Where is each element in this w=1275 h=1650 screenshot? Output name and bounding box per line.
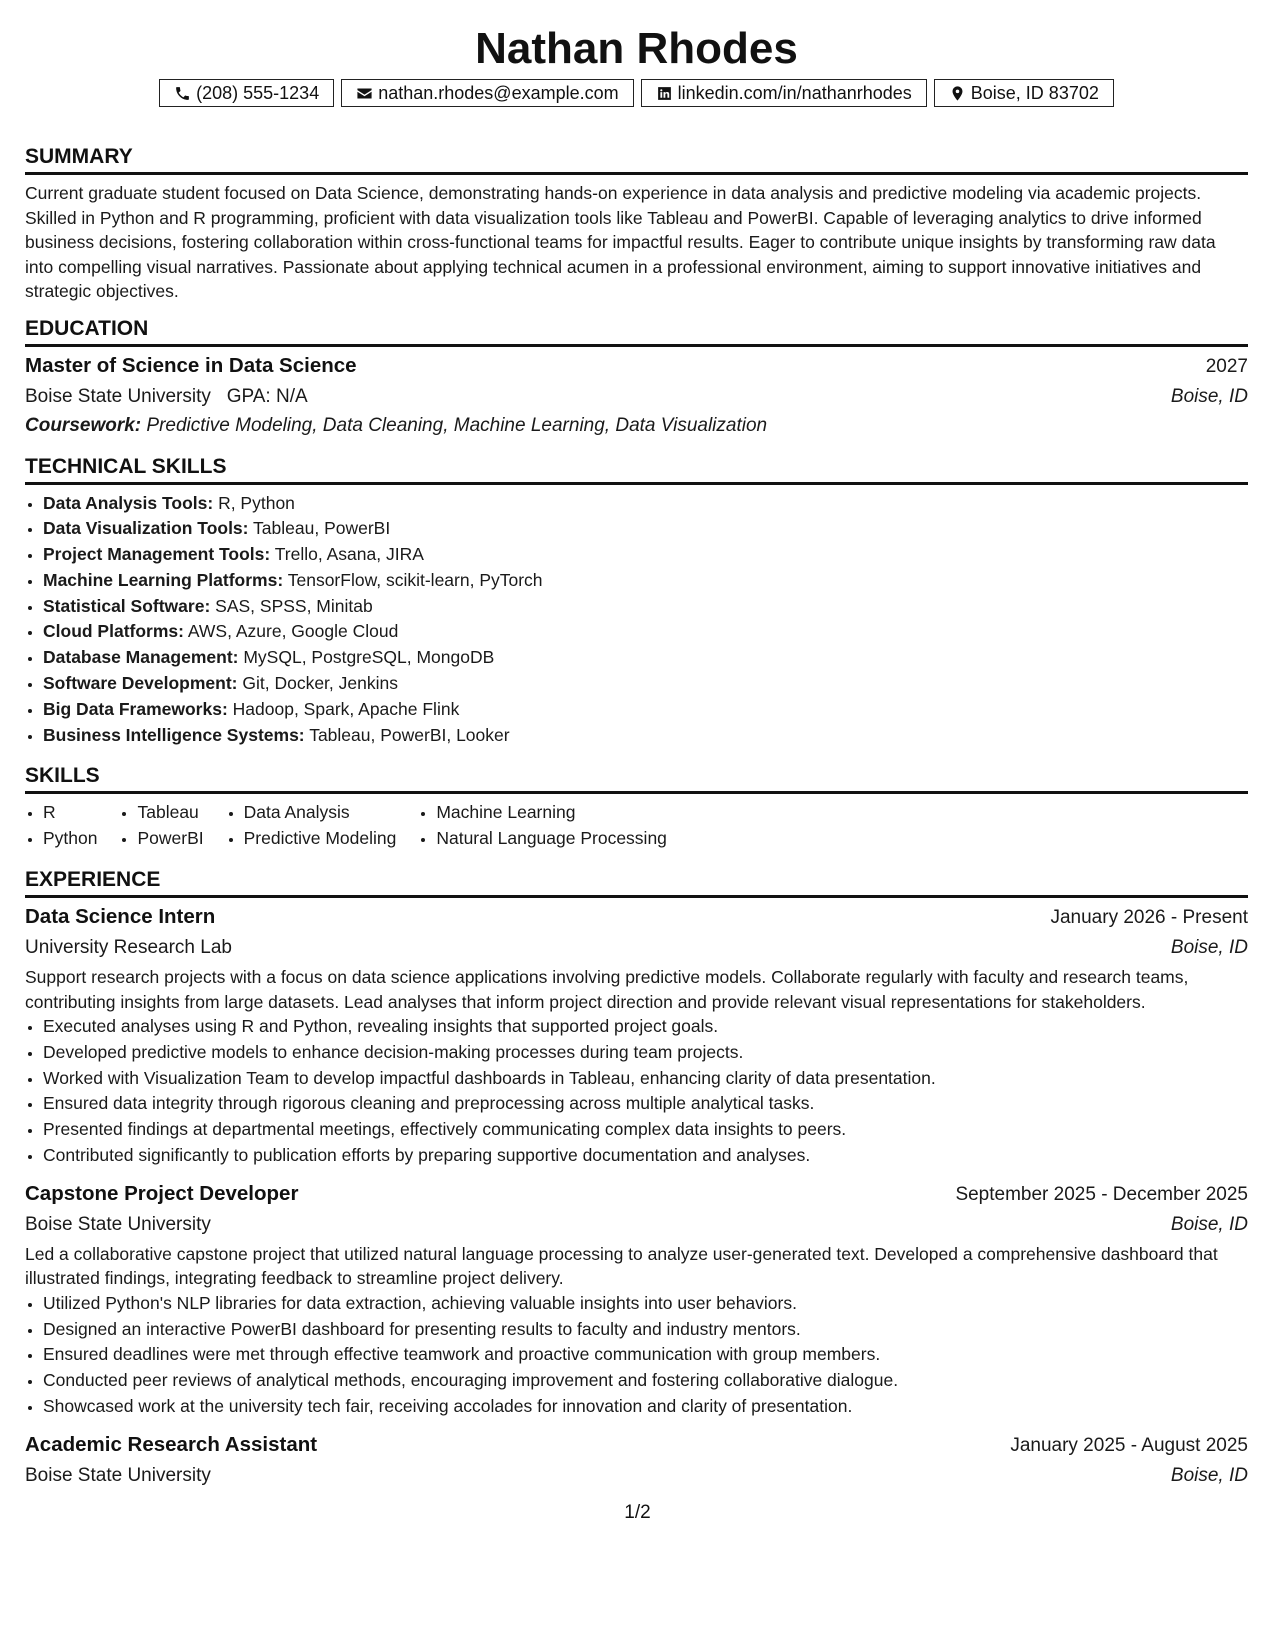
job-title: Capstone Project Developer (25, 1181, 299, 1205)
list-item (43, 516, 1248, 542)
page-number: 1/2 (624, 1502, 651, 1523)
list-item: • Showcased work at the university tech fair, receiving accolades for innovation and clarity of presentation. (43, 1394, 1248, 1420)
experience-section (25, 866, 1248, 1490)
list-item: • Predictive Modeling (244, 826, 397, 852)
resume-content (25, 0, 1248, 1490)
coursework-list: Predictive Modeling, Data Cleaning, Machine Learning, Data Visualization (146, 414, 768, 436)
degree-name: Master of Science in Data Science (25, 353, 357, 377)
skills-column (226, 800, 397, 852)
list-item: • Ensured deadlines were met through effective teamwork and proactive communication with group members. (43, 1342, 1248, 1368)
graduation-year: 2027 (1205, 355, 1248, 377)
list-item: • Ensured data integrity through rigorous cleaning and preprocessing across multiple analytical tasks. (43, 1091, 1248, 1117)
job-location: Boise, ID (1170, 1464, 1248, 1486)
job-header-row (25, 902, 1248, 933)
contact-bar (25, 79, 1248, 107)
list-item (43, 645, 1248, 671)
gpa: GPA: N/A (226, 385, 308, 407)
contact-location (934, 79, 1114, 107)
school-location: Boise, ID (1170, 385, 1248, 407)
skill-values: TensorFlow, scikit-learn, PyTorch (287, 569, 543, 590)
education-section (25, 315, 1248, 440)
list-item: • Developed predictive models to enhance decision-making processes during team projects. (43, 1040, 1248, 1066)
skills-grid (25, 800, 1248, 852)
skill-category: Data Visualization Tools: (43, 518, 249, 539)
list-item: • Conducted peer reviews of analytical methods, encouraging improvement and fostering collaborative dialogue. (43, 1368, 1248, 1394)
job-entry (25, 1430, 1248, 1490)
job-bullets (25, 1291, 1248, 1420)
skill-category: Business Intelligence Systems: (43, 724, 305, 745)
list-item: • Executed analyses using R and Python, revealing insights that supported project goals. (43, 1014, 1248, 1040)
contact-phone-text: (208) 555-1234 (196, 82, 320, 103)
contact-location-text: Boise, ID 83702 (970, 82, 1099, 103)
list-item (43, 723, 1248, 749)
section-title-skills: SKILLS (25, 762, 1248, 794)
skill-values: R, Python (218, 492, 295, 513)
job-title: Academic Research Assistant (25, 1432, 318, 1456)
job-dates: January 2025 - August 2025 (1010, 1434, 1248, 1456)
technical-skills-list (25, 491, 1248, 749)
skill-category: Machine Learning Platforms: (43, 569, 284, 590)
list-item (43, 491, 1248, 517)
job-entry (25, 1179, 1248, 1420)
section-title-technical-skills: TECHNICAL SKILLS (25, 453, 1248, 485)
skills-section (25, 762, 1248, 852)
job-org: University Research Lab (25, 937, 232, 959)
education-header-row (25, 351, 1248, 382)
job-header-row (25, 1430, 1248, 1461)
contact-linkedin-text: linkedin.com/in/nathanrhodes (677, 82, 912, 103)
section-title-experience: EXPERIENCE (25, 866, 1248, 898)
coursework-line (25, 411, 1248, 440)
job-header-row (25, 1179, 1248, 1210)
job-org: Boise State University (25, 1213, 211, 1235)
phone-icon (174, 85, 191, 102)
coursework-label: Coursework: (25, 414, 142, 436)
section-title-education: EDUCATION (25, 315, 1248, 347)
envelope-icon (356, 85, 373, 102)
list-item: • R (43, 800, 97, 826)
skill-values: Git, Docker, Jenkins (242, 673, 398, 694)
skill-category: Statistical Software: (43, 595, 211, 616)
skill-values: AWS, Azure, Google Cloud (187, 621, 399, 642)
list-item: • Utilized Python's NLP libraries for data extraction, achieving valuable insights into user behaviors. (43, 1291, 1248, 1317)
list-item (43, 619, 1248, 645)
job-dates: September 2025 - December 2025 (955, 1183, 1248, 1205)
skill-values: Tableau, PowerBI (253, 518, 391, 539)
job-dates: January 2026 - Present (1050, 907, 1248, 929)
job-org-row (25, 1461, 1248, 1490)
map-pin-icon (949, 85, 966, 102)
list-item: • Machine Learning (436, 800, 667, 826)
skill-values: MySQL, PostgreSQL, MongoDB (243, 647, 495, 668)
skill-values: Trello, Asana, JIRA (274, 544, 424, 565)
job-location: Boise, ID (1170, 937, 1248, 959)
list-item: • Contributed significantly to publication efforts by preparing supportive documentation and analyses. (43, 1143, 1248, 1169)
job-title: Data Science Intern (25, 905, 216, 929)
education-school-row (25, 382, 1248, 411)
technical-skills-section (25, 453, 1248, 749)
skills-column (25, 800, 97, 852)
skill-category: Cloud Platforms: (43, 621, 184, 642)
summary-section (25, 143, 1248, 304)
list-item: • Data Analysis (244, 800, 397, 826)
job-description: Led a collaborative capstone project that utilized natural language processing to analyze user-generated text. Developed a comprehensive dashboard that illustrated findings, integrating feedback to streamline project delivery. (25, 1243, 1218, 1289)
skill-category: Project Management Tools: (43, 544, 271, 565)
skill-category: Software Development: (43, 673, 238, 694)
skills-column (119, 800, 203, 852)
linkedin-icon (656, 85, 673, 102)
job-org: Boise State University (25, 1464, 211, 1486)
job-org-row (25, 933, 1248, 962)
job-description: Support research projects with a focus on data science applications involving predictive models. Collaborate regularly with faculty and research teams, contributing insights from large datasets. Lead analyses that inform project direction and provide relevant visual representations for stakeholders. (25, 967, 1189, 1012)
list-item: • Natural Language Processing (436, 826, 667, 852)
school-line (25, 382, 308, 411)
list-item (43, 594, 1248, 620)
job-org-row (25, 1210, 1248, 1239)
skill-values: Hadoop, Spark, Apache Flink (232, 698, 460, 719)
skill-category: Database Management: (43, 647, 239, 668)
list-item: • Presented findings at departmental meetings, effectively communicating complex data insights to peers. (43, 1117, 1248, 1143)
job-entry (25, 902, 1248, 1169)
candidate-name: Nathan Rhodes (475, 24, 798, 73)
job-location: Boise, ID (1170, 1213, 1248, 1235)
skill-values: SAS, SPSS, Minitab (215, 595, 373, 616)
section-title-summary: SUMMARY (25, 143, 1248, 175)
summary-text: Current graduate student focused on Data Science, demonstrating hands-on experience in data analysis and predictive modeling via academic projects. Skilled in Python and R programming, proficient with data visualization tools like Tableau and PowerBI. Capable of leveraging analytics to drive informed business decisions, fostering collaboration within cross-functional teams for impactful results. Eager to contribute unique insights by transforming raw data into compelling visual narratives. Passionate about applying technical acumen in a professional environment, aiming to support innovative initiatives and strategic objectives. (25, 183, 1216, 301)
contact-phone[interactable] (159, 79, 334, 107)
list-item (43, 671, 1248, 697)
skill-category: Big Data Frameworks: (43, 698, 228, 719)
skills-column (418, 800, 667, 852)
skill-values: Tableau, PowerBI, Looker (309, 724, 510, 745)
contact-linkedin[interactable] (641, 79, 927, 107)
list-item: • Tableau (137, 800, 203, 826)
list-item (43, 568, 1248, 594)
list-item: • PowerBI (137, 826, 203, 852)
job-bullets (25, 1014, 1248, 1169)
list-item: • Worked with Visualization Team to develop impactful dashboards in Tableau, enhancing clarity of data presentation. (43, 1066, 1248, 1092)
skill-category: Data Analysis Tools: (43, 492, 214, 513)
contact-email-text: nathan.rhodes@example.com (378, 82, 619, 103)
school-name: Boise State University (25, 385, 211, 407)
list-item: • Designed an interactive PowerBI dashboard for presenting results to faculty and industry mentors. (43, 1317, 1248, 1343)
list-item: • Python (43, 826, 97, 852)
list-item (43, 697, 1248, 723)
contact-email[interactable] (341, 79, 633, 107)
list-item (43, 542, 1248, 568)
